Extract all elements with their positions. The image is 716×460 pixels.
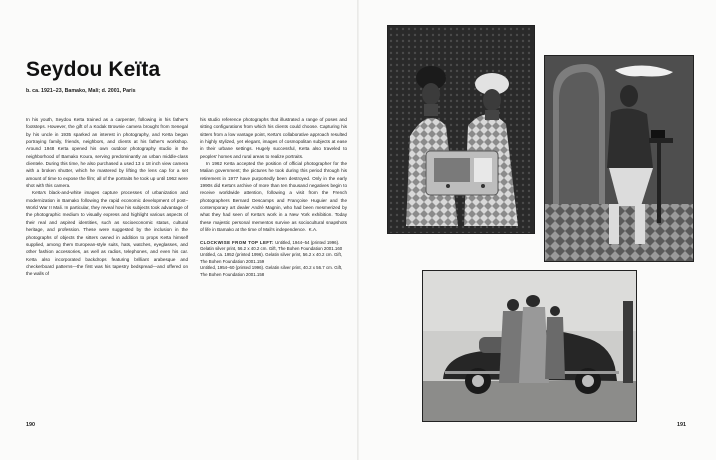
artist-dates: b. ca. 1921–23, Bamako, Mali; d. 2001, Paris xyxy=(26,88,136,94)
book-gutter xyxy=(357,0,359,460)
paragraph-3: his studio reference photographs that illustrated a range of poses and sitting configurations from which his clients could choose. Capturing his sitters from a low vantage point, Keïta's collaborative approach resulted in highly stylized, yet elegant, images of cosmopolitan subjects at ease in their urbane settings. Hugely successful, Keïta also traveled to peoples' homes and rural areas to realize portraits. xyxy=(200,117,347,159)
body-column-left xyxy=(26,116,188,278)
photo-two-women-image xyxy=(388,26,534,233)
photo-two-women-with-radio xyxy=(387,25,535,234)
photo-captions xyxy=(200,240,347,278)
caption-1: Untitled, 1944–54 (printed 1996). Gelatin silver print, 56.2 x 40.2 cm. Gift, The Bohen Foundation 2001.160 xyxy=(200,239,343,251)
caption-2: Untitled, ca. 1952 (printed 1996). Gelatin silver print, 56.2 x 40.2 cm. Gift, The Bohen Foundation 2001.159 xyxy=(200,252,343,264)
photo-man-image xyxy=(545,56,693,261)
author-initials: K.A. xyxy=(308,227,318,233)
paragraph-2: Keïta's black-and-white images capture processes of urbanization and modernization in Bamako following the rapid economic development of post–World War II Mali. In particular, they reveal how his subjects took advantage of the photographic medium to visually express and highlight various aspects of their real and aspired identities, such as socioeconomic status, cultural heritage, and profession. These were suggested by the inclusion in the photographs of objects the sitters owned in addition to props Keïta himself supplied, among them European-style suits, hats, watches, eyeglasses, and other fashion accessories, as well as radios, telephones, and even his car. Keïta also incorporated backdrops featuring brilliant arabesque and checkerboard patterns—the first was his tapestry bedspread—and offered on the walls of xyxy=(26,190,188,277)
photo-car-image xyxy=(423,271,636,421)
caption-3: Untitled, 1954–60 (printed 1996). Gelatin silver print, 40.2 x 56.7 cm. Gift, The Bohen Foundation 2001.158 xyxy=(200,265,343,277)
artist-name: Seydou Keïta xyxy=(26,58,161,81)
caption-heading: CLOCKWISE FROM TOP LEFT: xyxy=(200,239,274,245)
photo-man-with-telephone xyxy=(544,55,694,262)
paragraph-4 xyxy=(200,160,347,233)
photo-women-with-car xyxy=(422,270,637,422)
paragraph-1: In his youth, Seydou Keïta trained as a carpenter, following in his father's footsteps. However, the gift of a Kodak Brownie camera brought from Senegal by his uncle in 1935 sparked an interest in photography, and Keïta began portraying family, friends, neighbors, and clients at his father's workshop. Around 1948 Keïta opened his own outdoor photography studio in the neighborhood of Bamako Koura, serving predominantly an urban middle-class clientele. During this time, he also purchased a used 13 x 18 inch view camera with a broken shutter, which he mastered by lifting the lens cap for a set amount of time to expose the film; all of the portraits he took up until 1962 were shot with this camera. xyxy=(26,117,188,189)
body-column-right xyxy=(200,116,347,278)
paragraph-4-text: In 1962 Keïta accepted the position of official photographer for the Malian government; the pictures he took during this period through his retirement in 1977 have purportedly been destroyed. Only in the early 1990s did Keïta's archive of more than ten thousand negatives begin to receive worldwide attention, following a visit from the French photographers Bernard Descamps and Françoise Huguier and the contemporary art dealer André Magnin, who had been mesmerized by what they had seen of Keïta's work in a New York exhibition. Today these majestic personal mementos survive as sociocultural snapshots of life in Bamako at the time of Mali's independence. xyxy=(200,161,347,233)
page-number-left: 190 xyxy=(26,422,35,428)
page-number-right: 191 xyxy=(677,422,686,428)
